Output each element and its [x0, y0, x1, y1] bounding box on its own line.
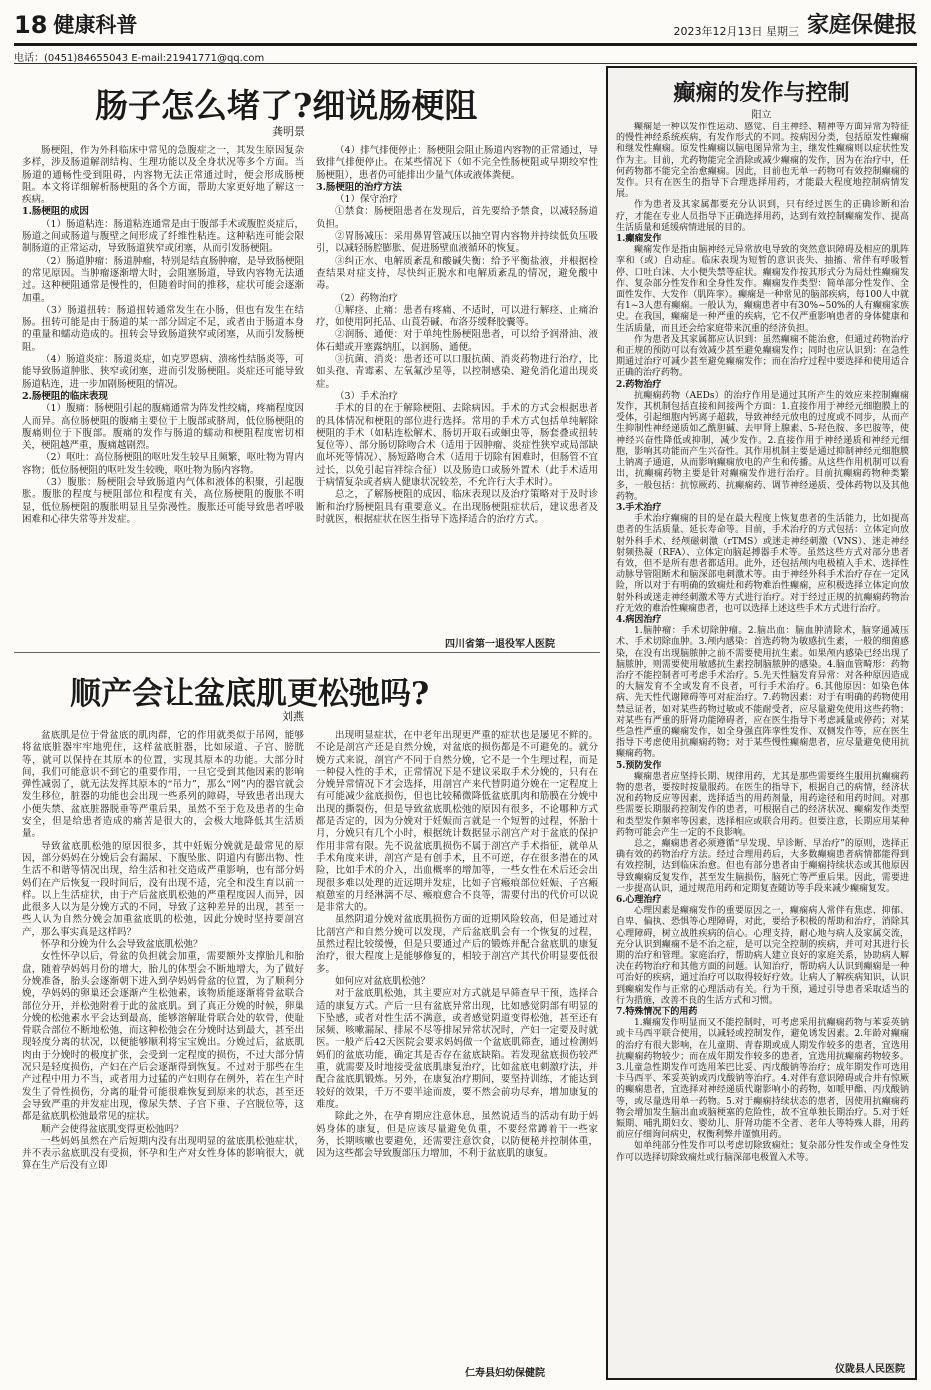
- paragraph: 肠梗阻，作为外科临床中常见的急腹症之一，其发生原因复杂多样，涉及肠道解剖结构、生理功能以及全身状况等多个方面。当肠道的通畅性受到阻碍，内容物无法正常通过时，便会形成肠梗阻。本文将详细解析肠梗阻的各个方面，帮助大家更好地了解这一疾病。: [22, 145, 304, 206]
- section-heading: 6.心理治疗: [616, 895, 662, 906]
- article2-title: 顺产会让盆底肌更松弛吗?: [70, 676, 430, 712]
- page-number: 18: [14, 11, 48, 39]
- header-rule: [14, 63, 917, 64]
- paragraph: 一些妈妈虽然在产后短期内没有出现明显的盆底肌松弛症状，并不表示盆底肌没有受损，怀孕和生产对女性身体的影响很大，就算在生产后没有立即: [22, 1135, 304, 1172]
- paragraph: （1）腹痛：肠梗阻引起的腹痛通常为阵发性绞痛，疼痛程度因人而异。高位肠梗阻的腹痛主要位于上腹部或脐周，低位肠梗阻的腹痛则位于下腹部。腹痛的发作与肠道的蠕动和梗阻程度密切相关，梗阻越严重，腹痛越剧烈。: [22, 403, 304, 452]
- paragraph: 癫痫是一种以发作性运动、感觉、自主神经、精神等方面异常为特征的慢性神经系统疾病，有发作形式的不同。按病因分类，包括原发性癫痫和继发性癫痫。原发性癫痫以脑电图异常为主，继发性癫痫则以症状性发作为主。目前，尤药物能完全消除或减少癫痫的发作，因为在治疗中，任何药物都不能完全治愈癫痫。因此，目前也无单一药物可有效控制癫痫的发作。只有在医生的指导下合理选择用药，才能最大程度地控制病情发展。: [616, 122, 909, 200]
- article1-source: 四川省第一退役军人医院: [445, 639, 555, 650]
- paragraph: 1.脑肿瘤：手术切除肿瘤。2.脑出血：脑血肿清除术，脑穿通减压术、手术切除血肿。3.颅内感染：首选药物为敏感抗生素，一般的细菌感染，在没有出现脑脓肿之前不需要使用抗生素。如果颅内感染已经出现了脑脓肿，则需要使用敏感抗生素控制脑脓肿的感染。4.脑血管畸形：药物治疗不能控制者可考虑手术治疗。5.先天性脑发育异常：对各种原因造成的大脑发育不全或发育不良者，可行手术治疗。6.其他原因：如染色体病、先天性代谢障碍等可对症治疗。7.药物因素：对于有明确的药物使用禁忌证者，如对某些药物过敏或不能耐受者，应尽量避免使用这些药物；对某些有严重的肝肾功能障碍者，应在医生指导下考虑减量或停药；对某些急性严重的癫痫发作，如全身强直阵挛性发作、双侧发作等，应在医生指导下考虑使用抗癫痫药物；对于某些慢性癫痫患者，应尽量避免使用抗癫痫药物。: [616, 626, 909, 760]
- paragraph: 总之，癫痫患者必须遵循“早发现、早诊断、早治疗”的原则，选择正确有效的药物治疗方法。经过合理用药后，大多数癫痫患者病情都能得到有效控制，达到临床治愈。但也有部分患者由于癫痫持续状态或其他原因导致癫痫反复发作，甚至发生脑损伤，脑死亡等严重后果。因此，需要进一步提高认识，通过规范用药和定期复查随访等手段来减少癫痫复发。: [616, 839, 909, 894]
- paragraph: ②润肠、通便：对于单纯性肠梗阻患者，可以给予润滑油、液体石蜡或开塞露纳肛，以润肠、通便。: [316, 329, 598, 353]
- article2-author: 刘燕: [282, 710, 304, 723]
- section-heading: 2.肠梗阻的临床表现: [22, 390, 108, 402]
- paragraph: 导致盆底肌松弛的原因很多，其中妊娠分娩就是最常见的原因，部分妈妈在分娩后会有漏尿、下腹坠胀、阴道内有膨出物、性生活不和谐等情况出现，给生活和社交造成严重影响，也有部分妈妈们在产后恢复一段时间后，没有出现不适，完全和没生育以前一样。以上生活症状，由于产后盆底肌松弛的严重程度因人而异，因此很多人以为是分娩方式的不同，导致了这种差异的出现，甚至一些人认为自然分娩会加重盆底肌的松弛，因此分娩时坚持要剖宫产，那么事实真是这样吗？: [22, 840, 304, 938]
- paragraph: 作为患者及其家属都应认识到：虽然癫痫不能治愈，但通过药物治疗和正规的预防可以有效减少甚至避免癫痫发作；同时也应认识到：在急性期通过治疗可减少甚至避免癫痫发作；而在治疗过程中要选择和使用适合正确的治疗药物。: [616, 334, 909, 379]
- paragraph: （2）呕吐：高位肠梗阻的呕吐发生较早且频繁，呕吐物为胃内容物；低位肠梗阻的呕吐发生较晚，呕吐物为肠内容物。: [22, 452, 304, 476]
- paragraph: 总之，了解肠梗阻的成因、临床表现以及治疗策略对于及时诊断和治疗肠梗阻具有重要意义。在出现肠梗阻症状后，建议患者及时就医，根据症状在医生指导下选择适合的治疗方式。: [316, 489, 598, 525]
- sidebar-article: [606, 66, 917, 1380]
- paragraph: 癫痫患者应坚持长期、规律用药，尤其是那些需要终生服用抗癫痫药物的患者，要按时按量服药。在医生的指导下，根据自己的病情，经济状况和药物反应等因素，选择适当的用药剂量，用药途径和用药时间。对那些需要长期服药控制发作的患者，可根据自己的经济状况、癫痫发作类型和类型发作频率等因素，选择相应或联合用药。但要注意，长期应用某种药物可能会产生一定的不良影响。: [616, 771, 909, 838]
- article2-source: 仁寿县妇幼保健院: [465, 1368, 545, 1379]
- article3-source: 仪陇县人民医院: [835, 1364, 905, 1375]
- article-divider: [14, 652, 600, 653]
- contact-line: 电话：(0451)84655043 E-mail:21941771@qq.com: [14, 53, 265, 64]
- issue-date: 2023年12月13日 星期三: [673, 25, 799, 38]
- paragraph: （1）肠道粘连：肠道粘连通常是由于腹部手术或腹腔炎症后，肠道之间或肠道与腹壁之间形成了纤维性粘连。这种粘连可能会限制肠道的正常运动，导致肠道狭窄或闭塞，从而引发肠梗阻。: [22, 218, 304, 255]
- section-heading: 1.肠梗阻的成因: [22, 206, 89, 218]
- paragraph: 顺产会使得盆底肌变得更松弛吗？: [41, 1123, 184, 1135]
- paragraph: ③纠正水、电解质紊乱和酸碱失衡：给予平衡盐液，并根据检查结果对症支持，尽快纠正脱水和电解质紊乱的情况，避免酸中毒。: [316, 255, 598, 292]
- section-heading: 3.手术治疗: [616, 502, 662, 513]
- paragraph: 女性怀孕以后，骨盆的负担就会加重，需要额外支撑胎儿和胎盘，随着孕妈妈月份的增大，胎儿的体型会不断地增大，为了做好分娩准备，胎头会逐渐朝下进入到孕妈妈骨盆的位置，为了顺利分娩，孕妈妈的卵巢还会逐渐产生松弛素，该物质能逐渐将骨盆联合部位分开，并松弛附着于此的盆底肌。到了真正分娩的时候，卵巢分娩的松弛素水平会达到最高，能够溶解耻骨联合处的软骨，使耻骨联合部位不断地松弛，而这种松弛会在分娩时达到最大，甚至出现轻度分离的状况，以便能够顺利将宝宝娩出。分娩过后，盆底肌肉由于分娩时的极度扩张，会受到一定程度的损伤，不过大部分情况只是轻度损伤，产妇在产后会逐渐得到恢复。不过对于那些在生产过程中用力不当，或者用力过猛的产妇则存在例外，若在生产时发生了骨性损伤，分离的耻骨可能很难恢复到原来的状态，甚至还会导致严重的并发症出现，像尿失禁、子宫下垂、子宫脱位等，这都是盆底肌松弛最常见的症状。: [22, 951, 304, 1123]
- article3-author: 阳立: [751, 110, 772, 121]
- paragraph: （1）保守治疗: [335, 194, 399, 206]
- article1-title: 肠子怎么堵了?细说肠梗阻: [95, 86, 478, 125]
- article3-title: 癫痫的发作与控制: [673, 80, 850, 106]
- article2-col2: [316, 730, 598, 1362]
- paragraph: （3）手术治疗: [335, 390, 399, 402]
- article1-col1: [22, 145, 304, 650]
- paragraph: 如单纯部分性发作可以考虑切除致痫灶；复杂部分性发作或全身性发作可以选择切除致痫灶或行脑深部电极置入术等。: [616, 1141, 909, 1163]
- paragraph: ②胃肠减压：采用鼻胃管减压以抽空胃内容物并持续低负压吸引，以减轻肠腔膨胀、促进肠壁血液循环的恢复。: [316, 231, 598, 255]
- article1-col2: [316, 145, 598, 635]
- article1-author: 龚明景: [272, 125, 305, 138]
- paragraph: 作为患者及其家属都要充分认识到，只有经过医生的正确诊断和治疗，才能在专业人员指导下正确选择用药，达到有效控制癫痫发作、提高生活质量和延缓病情进展的目的。: [616, 200, 909, 233]
- paragraph: 手术治疗癫痫的目的是在最大程度上恢复患者的生活能力，比如提高患者的生活质量、延长寿命等。目前，手术治疗的方式包括：立体定向放射外科手术、经颅磁刺激（rTMS）或迷走神经刺激（VNS）、迷走神经射频热凝（RFA）、立体定向脑起搏器手术等。虽然这些方式对部分患者有效，但不是所有患者都适用。此外，还包括颅内电极植入手术、选择性动脉导管阻断术和脑深部电刺激术等。由于神经外科手术治疗存在一定风险，所以对于有明确的致痫灶和药物难治性癫痫，应积极选择立体定向放射外科或迷走神经刺激术等方式进行治疗。对于经过正规的抗癫痫药物治疗无效的难治性癫痫患者，也可以选择上述这些手术方式进行治疗。: [616, 514, 909, 614]
- section-heading: 5.预防发作: [616, 760, 662, 771]
- paragraph: ①禁食：肠梗阻患者在发现后，首先要给予禁食，以减轻肠道负担。: [316, 206, 598, 230]
- paragraph: （4）排气排便停止：肠梗阻会阻止肠道内容物的正常通过，导致排气排便停止。在某些情况下（如不完全性肠梗阻或早期绞窄性肠梗阻），患者仍可能排出少量气体或液体粪便。: [316, 145, 598, 181]
- section-heading: 2.药物治疗: [616, 379, 662, 390]
- paragraph: 癫痫发作是指由脑神经元异常放电导致的突然意识障碍及相应的肌阵挛和（或）自动症。临床表现为短暂的意识丧失、抽搐、常伴有呼吸暂停、口吐白沫、大小便失禁等症状。癫痫发作按其形式分为局灶性癫痫发作、复杂部分性发作和全身性发作。癫痫发作类型：简单部分性发作、全面性发作、大发作（肌阵挛）。癫痫是一种常见的脑部疾病，每100人中就有1~3人患有癫痫。一般认为，癫痫患者中有30%~50%的人有癫痫家族史。在我国，癫痫是一种严重的疾病，它不仅严重影响患者的身体健康和生活质量，而且还会给家庭带来沉重的经济负担。: [616, 245, 909, 334]
- section-heading: 1.癫痫发作: [616, 234, 662, 245]
- section-heading: 7.特殊情况下的用药: [616, 1007, 698, 1018]
- section-title: 健康科普: [53, 13, 138, 37]
- paragraph: （2）肠道肿瘤：肠道肿瘤，特别是结直肠肿瘤，是导致肠梗阻的常见原因。当肿瘤逐渐增大时，会阻塞肠道，导致内容物无法通过。这种梗阻通常是慢性的，但随着时间的推移，症状可能会逐渐加重。: [22, 255, 304, 304]
- article3-body: [616, 122, 909, 1354]
- paragraph: 对于盆底肌松弛，其主要应对方式就是早筛查早干预，选择合适的康复方式。产后一旦有盆底异常出现，比如感觉阴部有明显的下坠感，或者对性生活不满意，或者感觉阴道变得松弛，甚至还有尿频、咳嗽漏尿、排尿不尽等排尿异常状况时，产妇一定要及时就医。一般产后42天医院会要求妈妈做一个盆底肌筛查，通过检测妈妈们的盆底功能，确定其是否存在盆底缺陷。若发现盆底损伤较严重，就需要及时地接受盆底肌康复治疗，比如盆底电刺激疗法，并配合盆底肌锻炼。另外，在康复治疗期间，要坚持训练，才能达到较好的效果，千万不要半途而废，要不然会前功尽弃，增加康复的难度。: [316, 988, 598, 1110]
- paragraph: 1.癫痫发作明显而又不能控制时，可考虑采用抗癫痫药物与苯妥英钠或卡马西平联合使用，以减轻或控制发作，避免诱发因素。2.年龄对癫痫的治疗有很大影响，在儿童期、青春期或成人期发作较多的患者，宜选用抗癫痫药物较少；而在成年期发作较多的患者，宜选用抗癫痫药物较多。3.儿童急性期发作可选用苯巴比妥、丙戊酸钠等治疗；成年期发作可选用卡马西平、苯妥英钠或丙戊酸钠等治疗。4.对伴有意识障碍或合并有惊厥的癫痫患者，宜选择对神经递质代谢影响小的药物，如哌甲酯、丙戊酸钠等，或尽量选用单一药物。5.对于癫痫持续状态的患者，因使用抗癫痫药物会增加发生脑出血或脑梗塞的危险性，故不宜单独长期治疗。5.对于妊娠期、哺乳期妇女、婴幼儿、肝肾功能不全者、老年人等特殊人群，用药前应仔细询问病史，权衡利弊并谨慎用药。: [616, 1018, 909, 1141]
- paragraph: （2）药物治疗: [335, 292, 399, 304]
- paragraph: （3）肠道扭转：肠道扭转通常发生在小肠，但也有发生在结肠。扭转可能是由于肠道的某一部分固定不足，或者由于肠道本身的重量和蠕动造成的。扭转会导致肠道狭窄或闭塞，从而引发肠梗阻。: [22, 304, 304, 353]
- paragraph: 虽然阴道分娩对盆底肌损伤方面的近期风险较高，但是通过对比剖宫产和自然分娩可以发现，产后盆底肌会有一个恢复的过程，虽然过程比较缓慢，但是只要通过产后的锻炼并配合盆底肌的康复治疗，很大程度上是能够修复的，相较于剖宫产其代价明显要低很多。: [316, 914, 598, 975]
- paper-name: 家庭保健报: [806, 12, 917, 38]
- section-heading: 4.病因治疗: [616, 614, 662, 625]
- article2-col1: [22, 730, 304, 1380]
- paragraph: 心理因素是癫痫发作的重要原因之一，癫痫病人常伴有焦虑、抑郁、自卑、偏执、恐惧等心理障碍，对此，要给予积极的帮助和治疗，消除其心理障碍，树立战胜疾病的信心。心理支持，耐心地与病人及家属交流，充分认识到癫痫不是不治之症，是可以完全控制的疾病，并可对其进行长期的治疗和管理。家庭治疗，帮助病人建立良好的家庭关系，协助病人解决在药物治疗和其他方面的问题。认知治疗，帮助病人认识到癫痫是一种可治好的疾病，通过治疗可以取得较好疗效。让病人了解疾病知识，认识到癫痫发作与正常的心理活动有关。行为干预，通过引导患者采取适当的行为措施，改善不良的生活方式和习惯。: [616, 906, 909, 1006]
- paragraph: ③抗菌、消炎：患者还可以口服抗菌、消炎药物进行治疗，比如头孢、青霉素、左氧氟沙星等，以控制感染、避免消化道出现炎症。: [316, 354, 598, 390]
- masthead: [14, 8, 917, 46]
- paragraph: 出现明显症状，在中老年出现更严重的症状也是屡见不鲜的。不论是剖宫产还是自然分娩，对盆底的损伤都是不可避免的。就分娩方式来说，剖宫产不同于自然分娩，它不是一个生理过程，而是一种侵入性的手术，正常情况下是不建议采取手术分娩的，只有在分娩异常情况下才会选择，用剖宫产来代替阴道分娩在一定程度上有可能减少盆底损伤，但也比较稀微降低盆底肌肉和筋膜在分娩中出现的撕裂伤，但是导致盆底肌松弛的原因有很多，不论哪种方式都是否定的，因为分娩对于妊娠而言就是一个短暂的过程，怀胎十月，分娩只有几个小时，根据统计数据显示剖宫产对于盆底的保护作用非常有限。先不说盆底肌损伤不属于剖宫产手术指征，就单从手术角度来讲，剖宫产是有创手术，且不可逆，存在很多潜在的风险，比如手术的介入，出血概率的增加等，一些女性在术后还会出现很多难以处理的近远期并发症，比如子宫瘢痕部位妊娠、子宫瘢痕憩室的月经淋漓不尽、瘢痕愈合不良等，需要付出的代价可以说是非常大的。: [316, 730, 598, 914]
- paragraph: ①解痉、止痛：患者有疼痛、不适时，可以进行解痉、止痛治疗，如使用阿托品、山莨菪碱、布洛芬缓释胶囊等。: [316, 304, 598, 329]
- paragraph: 如何应对盆底肌松弛？: [335, 975, 431, 987]
- paragraph: 盆底肌是位于骨盆底的肌肉群，它的作用就类似于吊网，能够将盆底脏器牢牢地兜住，这样盆底脏器，比如尿道、子宫、膀胱等，就可以保持在其原本的位置，实现其原本的功能。大部分时间，我们可能意识不到它的重要作用，一旦它受到其他因素的影响弹性减弱了，就无法发挥其原本的“吊力”，那么“网”内的器官就会发生移位，脏器的功能也会出现一些系列的障碍，导致患者出现大小便失禁、盆底脏器脱垂等严重后果，虽然不至于危及患者的生命安全，但是给患者造成的痛苦是很大的，会极大地降低其生活质量。: [22, 730, 304, 840]
- paragraph: 手术的目的在于解除梗阻、去除病因。手术的方式会根据患者的具体情况和梗阻的部位进行选择。常用的手术方式包括单纯解除梗阻的手术（如粘连松解术、肠切开取石或蛔虫等，肠套叠或扭转复位等）、部分肠切除吻合术（适用于因肿瘤、炎症性狭窄或局部缺血坏死等情况）、肠短路吻合术（适用于切除有困难时，但肠管不宜过长，以免引起盲袢综合征）以及肠造口或肠外置术（此手术适用于病情复杂或者病人健康状况较差，不允许行大手术时）。: [316, 403, 598, 489]
- paragraph: 抗癫痫药物（AEDs）的治疗作用是通过其所产生的效应来控制癫痫发作，其机制包括直接和间接两个方面：1.直接作用于神经元细胞膜上的受体，引起细胞内钙离子超载，导致神经元放电的过度或不同步，从而产生抑制性神经递质如乙酰胆碱、去甲肾上腺素、5-羟色胺、多巴胺等，使神经兴奋性降低或抑制，减少发作。2.直接作用于神经递质和神经元细胞，影响其功能而产生兴奋性。其作用机制主要是通过抑制神经元细胞膜上钠离子通道，从而影响癫痫放电的产生和传播。从这些作用机制可以看出，抗癫痫药物主要是针对癫痫发作进行治疗。目前抗癫痫药物种类繁多，一般包括：抗惊厥药、抗癫痫药、调节神经递质、受体药物以及其他药物。: [616, 390, 909, 502]
- paragraph: （4）肠道炎症：肠道炎症，如克罗恩病、溃疡性结肠炎等，可能导致肠道肿胀、狭窄或闭塞，进而引发肠梗阻。炎症还可能导致肠道粘连，进一步加剧肠梗阻的情况。: [22, 354, 304, 390]
- section-heading: 3.肠梗阻的治疗方法: [316, 181, 402, 193]
- paragraph: 怀孕和分娩为什么会导致盆底肌松弛？: [41, 939, 203, 951]
- paragraph: 除此之外，在孕育期应注意休息，虽然说适当的活动有助于妈妈身体的康复，但是应该尽量避免负重，不要经常蹲着干一些家务，长期咳嗽也要避免，还需要注意饮食，以防便秘并控制体重，因为这些都会导致腹部压力增加，不利于盆底肌的康复。: [316, 1111, 598, 1160]
- paragraph: （3）腹胀：肠梗阻会导致肠道内气体和液体的积聚，引起腹胀。腹胀的程度与梗阻部位和程度有关，高位肠梗阻的腹胀不明显，低位肠梗阻的腹胀明显且呈弥漫性。腹胀还可能导致患者呼吸困难和心律失常等并发症。: [22, 477, 304, 525]
